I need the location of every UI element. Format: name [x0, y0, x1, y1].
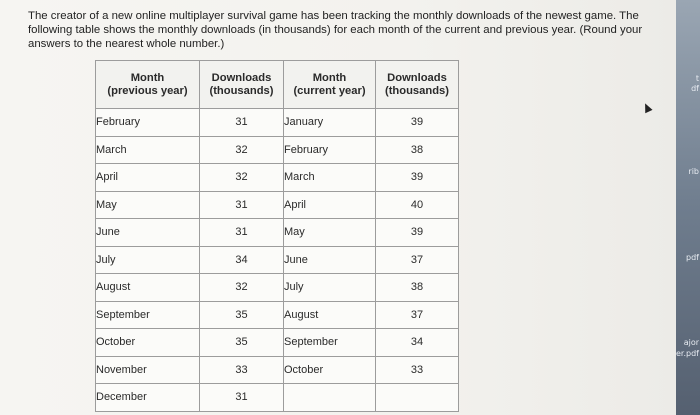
background-window-strip [676, 0, 700, 415]
header-prev-downloads: Downloads (thousands) [200, 61, 284, 109]
curr-downloads-cell: 39 [376, 164, 459, 192]
prev-downloads-cell: 33 [200, 356, 284, 384]
curr-downloads-cell: 34 [376, 329, 459, 357]
header-curr-downloads: Downloads (thousands) [376, 61, 459, 109]
prev-downloads-cell: 31 [200, 384, 284, 412]
mouse-cursor-icon [641, 102, 652, 114]
prev-month-cell: August [96, 274, 200, 302]
prev-downloads-cell: 32 [200, 274, 284, 302]
header-prev-month: Month (previous year) [96, 61, 200, 109]
prev-month-cell: September [96, 301, 200, 329]
prev-month-cell: June [96, 219, 200, 247]
prev-downloads-cell: 31 [200, 109, 284, 137]
curr-month-cell: February [284, 136, 376, 164]
header-curr-month: Month (current year) [284, 61, 376, 109]
table-row [96, 109, 459, 137]
prev-month-cell: May [96, 191, 200, 219]
curr-downloads-cell: 37 [376, 301, 459, 329]
strip-label: rib [688, 167, 699, 176]
strip-label: pdf [686, 253, 699, 262]
strip-label: er.pdf [676, 349, 699, 358]
curr-downloads-cell: 40 [376, 191, 459, 219]
table-row [96, 191, 459, 219]
table-row [96, 274, 459, 302]
curr-month-cell: July [284, 274, 376, 302]
curr-downloads-cell: 38 [376, 136, 459, 164]
problem-statement: The creator of a new online multiplayer survival game has been tracking the monthly downloads of the newest game. The following table shows the monthly downloads (in thousands) for each month of the current and previous year. (Round your answers to the nearest whole number.) [28, 10, 643, 51]
curr-month-cell [284, 384, 376, 412]
prev-month-cell: December [96, 384, 200, 412]
curr-month-cell: May [284, 219, 376, 247]
curr-downloads-cell: 38 [376, 274, 459, 302]
prev-downloads-cell: 32 [200, 164, 284, 192]
table-row [96, 356, 459, 384]
prev-downloads-cell: 35 [200, 301, 284, 329]
prev-downloads-cell: 31 [200, 219, 284, 247]
prev-month-cell: July [96, 246, 200, 274]
curr-month-cell: August [284, 301, 376, 329]
curr-downloads-cell: 33 [376, 356, 459, 384]
curr-downloads-cell: 37 [376, 246, 459, 274]
curr-downloads-cell: 39 [376, 109, 459, 137]
table-row [96, 164, 459, 192]
table-header-row [96, 61, 459, 109]
curr-downloads-cell: 39 [376, 219, 459, 247]
prev-downloads-cell: 34 [200, 246, 284, 274]
prev-downloads-cell: 35 [200, 329, 284, 357]
strip-label: t [695, 74, 699, 83]
table-row [96, 301, 459, 329]
curr-month-cell: January [284, 109, 376, 137]
prev-downloads-cell: 31 [200, 191, 284, 219]
prev-month-cell: April [96, 164, 200, 192]
prev-month-cell: October [96, 329, 200, 357]
curr-month-cell: October [284, 356, 376, 384]
table-row [96, 329, 459, 357]
curr-month-cell: September [284, 329, 376, 357]
strip-label: ajor [683, 338, 699, 347]
prev-month-cell: February [96, 109, 200, 137]
prev-downloads-cell: 32 [200, 136, 284, 164]
prev-month-cell: November [96, 356, 200, 384]
curr-month-cell: June [284, 246, 376, 274]
prev-month-cell: March [96, 136, 200, 164]
downloads-table [95, 60, 459, 412]
table-row [96, 136, 459, 164]
curr-month-cell: March [284, 164, 376, 192]
curr-month-cell: April [284, 191, 376, 219]
curr-downloads-cell [376, 384, 459, 412]
table-row [96, 246, 459, 274]
table-row [96, 384, 459, 412]
table-row [96, 219, 459, 247]
strip-label: df [691, 84, 699, 93]
